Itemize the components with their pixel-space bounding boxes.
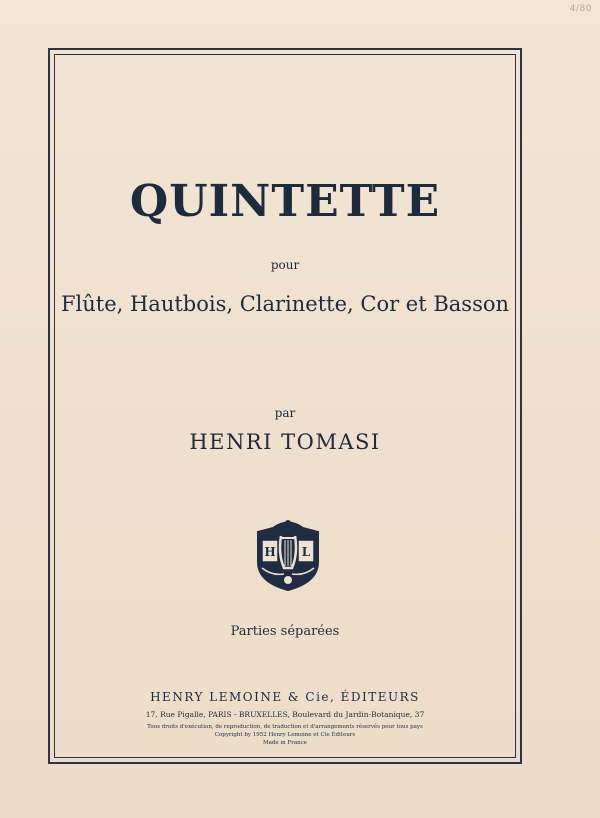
- work-title: QUINTETTE: [129, 176, 441, 227]
- lyre-emblem-icon: [252, 518, 324, 594]
- svg-text:L: L: [301, 545, 311, 559]
- svg-text:H: H: [264, 545, 276, 559]
- corner-pencil-mark: 4/80: [569, 4, 592, 14]
- publisher-name: HENRY LEMOINE & Cie, ÉDITEURS: [150, 690, 420, 704]
- instrumentation-line: Flûte, Hautbois, Clarinette, Cor et Basson: [60, 292, 510, 316]
- made-in-label: Made in France: [262, 740, 308, 746]
- composer-name: HENRI TOMASI: [189, 430, 381, 454]
- publisher-address: 17, Rue Pigalle, PARIS - BRUXELLES, Boulevard du Jardin-Botanique, 37: [145, 710, 425, 719]
- rights-notice: Tous droits d'exécution, de reproduction, de traduction et d'arrangements réservés pour tous pays: [147, 724, 423, 730]
- par-label: par: [274, 406, 296, 420]
- parties-separees-label: Parties séparées: [230, 624, 340, 639]
- copyright-notice: Copyright by 1952 Henry Lemoine et Cie Éditeurs: [214, 732, 356, 738]
- pour-label: pour: [270, 258, 300, 272]
